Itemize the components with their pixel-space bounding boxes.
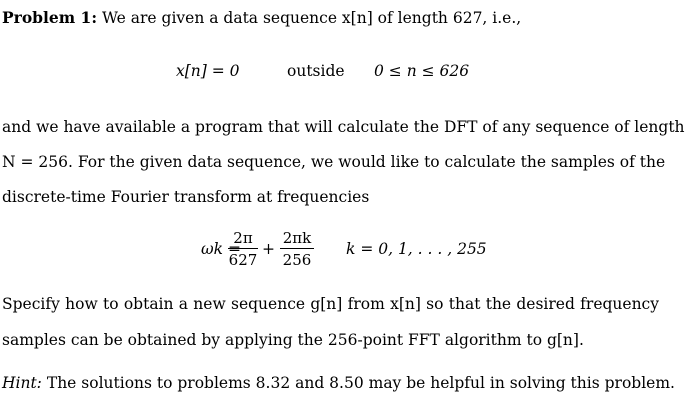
- fraction-1-bar: [228, 248, 258, 249]
- fraction-1-numerator: 2π: [233, 229, 253, 247]
- fraction-2-denominator: 256: [282, 251, 312, 269]
- paragraph-2-line-1: Specify how to obtain a new sequence g[n] from x[n] so that the desired frequency: [2, 295, 659, 313]
- paragraph-2-line-2: samples can be obtained by applying the 256-point FFT algorithm to g[n].: [2, 331, 584, 349]
- fraction-1-denominator: 627: [228, 251, 258, 269]
- paragraph-1-line-3: discrete-time Fourier transform at frequencies: [2, 188, 370, 206]
- fraction-2pi-over-627: [228, 229, 258, 269]
- paragraph-1-line-1: and we have available a program that will calculate the DFT of any sequence of length: [2, 118, 685, 136]
- hint-line: [2, 373, 675, 393]
- fraction-2-bar: [280, 248, 314, 249]
- equation-omega-lhs: ωk =: [201, 240, 241, 258]
- problem-intro-line: [2, 8, 521, 28]
- equation-n-range: 0 ≤ n ≤ 626: [374, 62, 470, 80]
- equation-k-range: k = 0, 1, . . . , 255: [346, 240, 487, 258]
- equation-outside-word: outside: [287, 62, 345, 80]
- hint-text: The solutions to problems 8.32 and 8.50 may be helpful in solving this problem.: [46, 374, 675, 392]
- paragraph-1-line-2: N = 256. For the given data sequence, we would like to calculate the samples of the: [2, 153, 666, 171]
- problem-intro-text: We are given a data sequence x[n] of length 627, i.e.,: [102, 9, 522, 27]
- problem-heading: Problem 1:: [2, 8, 98, 27]
- fraction-2-numerator: 2πk: [282, 229, 312, 247]
- equation-x-zero: [176, 62, 240, 80]
- hint-label: Hint:: [2, 374, 42, 392]
- fraction-2pik-over-256: [280, 229, 314, 269]
- equation-plus-sign: +: [262, 240, 275, 258]
- equation-x-zero-lhs: x[n] = 0: [176, 62, 240, 80]
